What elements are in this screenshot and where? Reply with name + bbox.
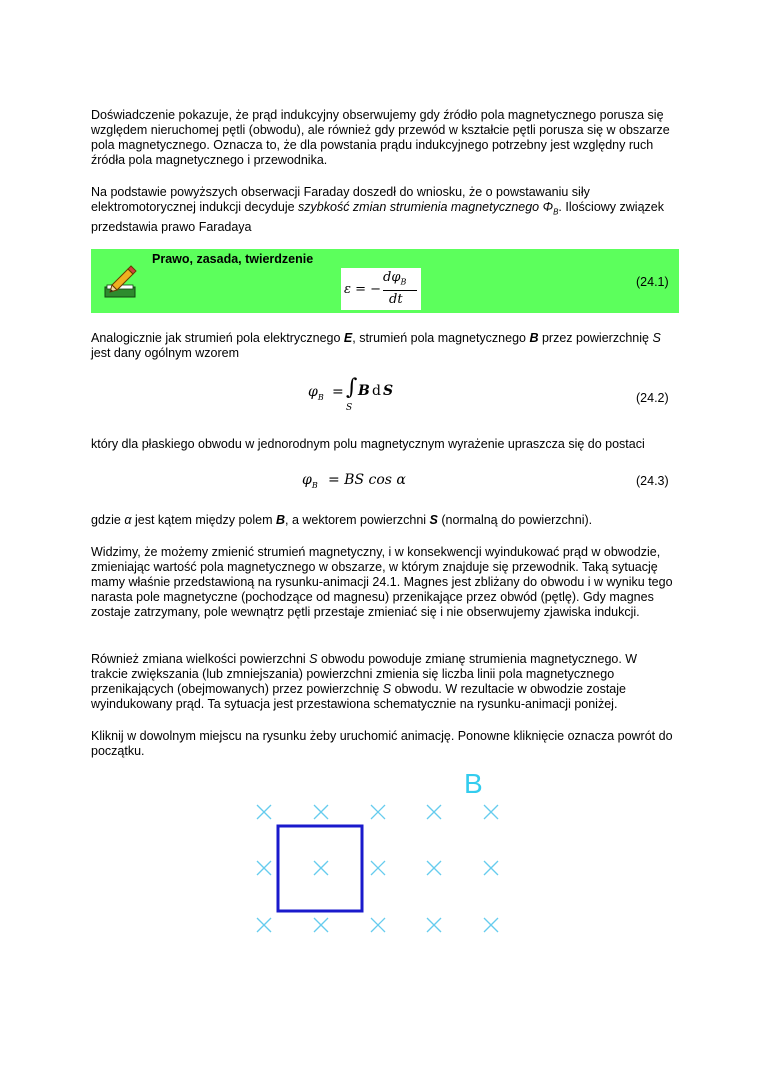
paragraph-text: jest kątem między polem: [131, 513, 276, 527]
field-cross-icon: [427, 918, 441, 932]
phi-symbol: φ: [302, 472, 312, 488]
equation-lhs: [302, 472, 318, 490]
symbol-s: S: [382, 682, 392, 696]
vector-b: B: [276, 513, 286, 527]
field-cross-icon: [314, 918, 328, 932]
equation-numerator: [383, 270, 406, 287]
symbol-s: S: [309, 652, 318, 666]
paragraph-text: Również zmiana wielkości powierzchni: [91, 652, 310, 666]
vector-e: E: [343, 331, 353, 345]
paragraph-simplification: który dla płaskiego obwodu w jednorodnym polu magnetycznym wyrażenie upraszcza się do postaci: [91, 437, 645, 451]
equation-number: (24.1): [636, 275, 669, 289]
equation-denominator: dt: [389, 292, 403, 307]
field-cross-icon: [257, 861, 271, 875]
equation-flux-integral: [308, 375, 428, 420]
equals-sign: =: [332, 384, 344, 400]
symbol-alpha: α: [124, 513, 132, 527]
vector-s: S: [429, 513, 438, 527]
field-cross-icon: [427, 805, 441, 819]
equation-rhs: = BS cos α: [328, 472, 406, 488]
field-cross-icon: [257, 805, 271, 819]
equation-lhs: ε = −: [344, 282, 382, 297]
field-cross-icon: [484, 805, 498, 819]
paragraph-flux-definition: [91, 331, 676, 361]
field-cross-icon: [371, 805, 385, 819]
theorem-box: [91, 249, 679, 313]
equation-lhs: [308, 384, 324, 402]
symbol-s: S: [652, 331, 661, 345]
equation-number: (24.2): [636, 391, 669, 405]
vector-s: S: [383, 383, 394, 399]
paragraph-text: gdzie: [91, 513, 125, 527]
fraction-bar: [383, 290, 417, 291]
paragraph-angle-definition: [91, 513, 676, 528]
differential-d: d: [372, 383, 381, 399]
numerator-text: dφ: [383, 270, 401, 285]
numerator-subscript: B: [400, 277, 407, 287]
subscript-b: B: [553, 207, 559, 217]
vector-b: B: [358, 383, 370, 399]
phi-subscript: B: [311, 480, 318, 490]
field-cross-icon: [314, 805, 328, 819]
paragraph-animation-instruction: Kliknij w dowolnym miejscu na rysunku żeby uruchomić animację. Ponowne kliknięcie oznacza powrót do początku.: [91, 729, 673, 758]
paragraph-magnet-example: Widzimy, że możemy zmienić strumień magnetyczny, i w konsekwencji wyindukować prąd w obwodzie, zmieniając wartość pola magnetycznego w obszarze, w którym znajduje się przewodnik. Taką sytuację mamy właśnie przedstawioną na rysunku-animacji 24.1. Magnes jest zbliżany do obwodu i w wyniku tego narasta pole magnetyczne (pochodzące od magnesu) przenikające przez obwód (pętlę). Gdy magnes zostaje zatrzymany, pole wewnątrz pętli przestaje zmieniać się i nie obserwujemy zjawiska indukcji.: [91, 545, 673, 619]
paragraph-text: , a wektorem powierzchni: [285, 513, 430, 527]
emphasis-text: szybkość zmian strumienia magnetycznego Φ: [298, 200, 554, 214]
paragraph-text: . Ilościowy związek przedstawia prawo Faradaya: [91, 200, 664, 234]
field-cross-icon: [257, 918, 271, 932]
paragraph-text: obwodu. W rezultacie w obwodzie zostaje wyindukowany prąd. Ta sytuacja jest przestawiona schematycznie na rysunku-animacji poniżej.: [91, 682, 626, 711]
equation-faraday-law: [341, 268, 421, 310]
paragraph-faraday-conclusion: [91, 185, 676, 235]
paragraph-text: Na podstawie powyższych obserwacji Faraday doszedł do wniosku, że o powstawaniu siły elektromotorycznej indukcji decyduje: [91, 185, 590, 214]
equation-number: (24.3): [636, 474, 669, 488]
paragraph-text: (normalną do powierzchni).: [437, 513, 593, 527]
paragraph-text: jest dany ogólnym wzorem: [91, 346, 239, 360]
paragraph-text: przez powierzchnię: [538, 331, 653, 345]
paragraph-text: , strumień pola magnetycznego: [352, 331, 530, 345]
integral-sign: ∫: [346, 375, 358, 400]
field-cross-icon: [484, 918, 498, 932]
phi-symbol: φ: [308, 384, 318, 400]
integral-subscript: S: [346, 403, 353, 413]
vector-b: B: [529, 331, 539, 345]
equation-flux-simple: [302, 470, 422, 492]
paragraph-text: obwodu powoduje zmianę strumienia magnetycznego. W trakcie zwiększania (lub zmniejszania) powierzchni zmienia się liczba linii pola magnetycznego przenikających (obejmowanych) przez powierzchnię: [91, 652, 638, 696]
field-cross-icon: [371, 861, 385, 875]
field-cross-icon: [484, 861, 498, 875]
theorem-title: Prawo, zasada, twierdzenie: [152, 252, 314, 266]
figure-label-b: B: [464, 768, 483, 799]
paragraph-text: Analogicznie jak strumień pola elektrycznego: [91, 331, 344, 345]
field-cross-icon: [371, 918, 385, 932]
pencil-icon: [104, 265, 138, 299]
paragraph-area-change: [91, 652, 676, 712]
field-cross-icon: [427, 861, 441, 875]
field-cross-icon: [314, 861, 328, 875]
animation-figure[interactable]: [240, 770, 520, 950]
phi-subscript: B: [317, 392, 324, 402]
paragraph-intro: Doświadczenie pokazuje, że prąd indukcyjny obserwujemy gdy źródło pola magnetycznego porusza się względem nieruchomej pętli (obwodu), ale również gdy przewód w kształcie pętli porusza się w obszarze pola magnetycznego. Oznacza to, że dla powstania prądu indukcyjnego potrzebny jest względny ruch źródła pola magnetycznego i przewodnika.: [91, 108, 670, 167]
